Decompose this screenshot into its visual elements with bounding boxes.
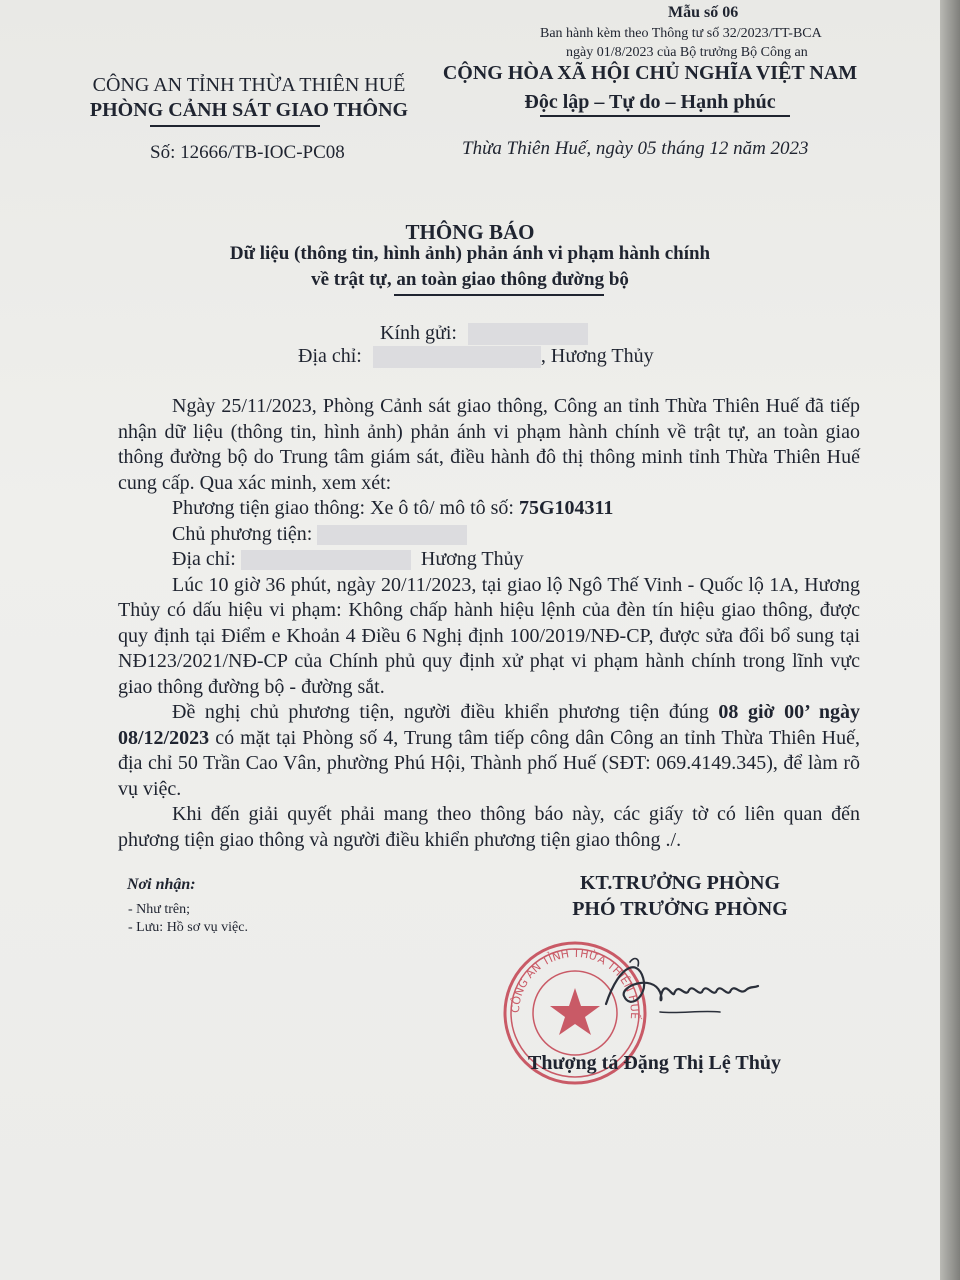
address-label: Địa chỉ: bbox=[298, 345, 362, 367]
document-title: THÔNG BÁO bbox=[405, 220, 535, 244]
redacted-owner-address bbox=[241, 550, 411, 570]
handwritten-signature bbox=[600, 952, 780, 1022]
owner-address-suffix: Hương Thủy bbox=[420, 548, 524, 570]
summons-text-b: có mặt tại Phòng số 4, Trung tâm tiếp công dân Công an tỉnh Thừa Thiên Huế, địa chỉ 50 Trần Cao Vân, phường Phú Hội, Thành phố Huế (SĐT: 069.4149.345), để làm rõ vụ việc. bbox=[118, 726, 860, 800]
addressee-label: Kính gửi: bbox=[380, 322, 457, 344]
title-underline bbox=[394, 294, 604, 296]
owner-address-label: Địa chỉ: bbox=[172, 548, 236, 570]
signer-name: Thượng tá Đặng Thị Lệ Thủy bbox=[528, 1052, 781, 1074]
signatory-position: PHÓ TRƯỞNG PHÒNG bbox=[572, 898, 788, 920]
redacted-name bbox=[468, 323, 588, 345]
document-subtitle-line1: Dữ liệu (thông tin, hình ảnh) phản ánh vi phạm hành chính bbox=[229, 243, 711, 264]
vehicle-label: Phương tiện giao thông: Xe ô tô/ mô tô số: bbox=[172, 497, 514, 519]
agency-name: CÔNG AN TỈNH THỪA THIÊN HUẾ bbox=[92, 74, 406, 96]
place-and-date: Thừa Thiên Huế, ngày 05 tháng 12 năm 2023 bbox=[462, 138, 809, 159]
signatory-title: KT.TRƯỞNG PHÒNG bbox=[580, 872, 780, 894]
department-name: PHÒNG CẢNH SÁT GIAO THÔNG bbox=[89, 99, 409, 121]
vehicle-line bbox=[118, 496, 860, 522]
addressee-address-line bbox=[298, 345, 654, 368]
motto-underline bbox=[540, 115, 790, 117]
agency-header bbox=[84, 74, 414, 122]
paragraph-intake: Ngày 25/11/2023, Phòng Cảnh sát giao thông, Công an tỉnh Thừa Thiên Huế đã tiếp nhận dữ liệu (thông tin, hình ảnh) phản ánh vi phạm hành chính về trật tự, an toàn giao thông đường bộ do Trung tâm giám sát, điều hành đô thị thông minh tỉnh Thừa Thiên Huế cung cấp. Qua xác minh, xem xét: bbox=[118, 395, 860, 494]
notice-body bbox=[118, 394, 860, 853]
national-motto: Độc lập – Tự do – Hạnh phúc bbox=[524, 91, 776, 113]
redacted-owner bbox=[317, 525, 467, 545]
svg-text:CÔNG AN TỈNH THỪA THIÊN HUẾ: CÔNG AN TỈNH THỪA THIÊN HUẾ bbox=[508, 946, 642, 1020]
redacted-address bbox=[373, 346, 541, 368]
addressee-line bbox=[380, 322, 588, 345]
paragraph-violation: Lúc 10 giờ 36 phút, ngày 20/11/2023, tại giao lộ Ngô Thế Vinh - Quốc lộ 1A, Hương Thủy có dấu hiệu vi phạm: Không chấp hành hiệu lệnh của đèn tín hiệu giao thông, được quy định tại Điểm e Khoản 4 Điều 6 Nghị định 100/2019/NĐ-CP, được sửa đổi bổ sung tại NĐ123/2021/NĐ-CP của Chính phủ quy định xử phạt vi phạm hành chính trong lĩnh vực giao thông đường bộ - đường sắt. bbox=[118, 573, 860, 698]
owner-line bbox=[118, 522, 860, 548]
owner-label: Chủ phương tiện: bbox=[172, 522, 313, 545]
recipient-item: - Như trên; bbox=[128, 902, 191, 917]
address-suffix: , Hương Thủy bbox=[540, 345, 654, 367]
form-issued-with: Ban hành kèm theo Thông tư số 32/2023/TT-BCA bbox=[540, 26, 822, 41]
form-issued-date: ngày 01/8/2023 của Bộ trưởng Bộ Công an bbox=[566, 45, 808, 60]
document-subtitle-line2: về trật tự, an toàn giao thông đường bộ bbox=[311, 269, 629, 290]
summons-time: 08 giờ 00’ ngày 08/12/2023 bbox=[118, 701, 860, 749]
owner-address-line bbox=[118, 547, 860, 573]
recipient-item: - Lưu: Hồ sơ vụ việc. bbox=[128, 920, 248, 935]
recipients-title: Nơi nhận: bbox=[127, 876, 196, 893]
paragraph-summons bbox=[118, 700, 860, 802]
country-name: CỘNG HÒA XÃ HỘI CHỦ NGHĨA VIỆT NAM bbox=[442, 62, 858, 84]
department-underline bbox=[150, 125, 320, 127]
paragraph-documents: Khi đến giải quyết phải mang theo thông báo này, các giấy tờ có liên quan đến phương tiện giao thông và người điều khiển phương tiện giao thông ./. bbox=[118, 803, 860, 851]
form-number: Mẫu số 06 bbox=[668, 4, 739, 21]
document-number: Số: 12666/TB-IOC-PC08 bbox=[150, 142, 345, 163]
national-header bbox=[430, 62, 870, 114]
license-plate: 75G104311 bbox=[518, 497, 614, 519]
desk-background bbox=[940, 0, 960, 1280]
summons-text-a: Đề nghị chủ phương tiện, người điều khiển phương tiện đúng bbox=[172, 701, 709, 723]
